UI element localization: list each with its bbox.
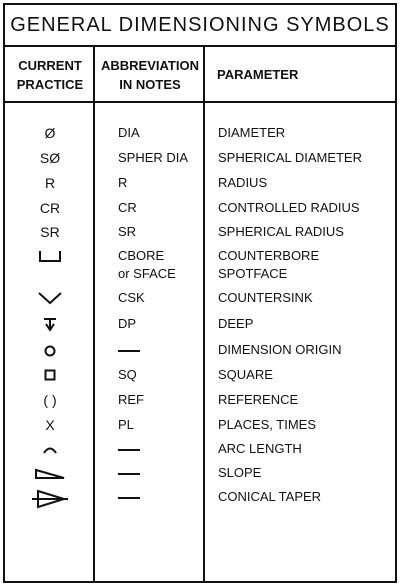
symbols-table bbox=[3, 3, 397, 583]
header-abbreviation bbox=[95, 47, 205, 103]
abbreviation-text: R bbox=[118, 175, 128, 190]
abbreviation-text: REF bbox=[118, 392, 144, 407]
parameter-text: REFERENCE bbox=[218, 392, 299, 407]
parameter-text: CONICAL TAPER bbox=[218, 489, 322, 504]
header-abbreviation-line: IN NOTES bbox=[119, 77, 181, 92]
parameter-text: SPHERICAL RADIUS bbox=[218, 224, 344, 239]
dash-mark bbox=[118, 449, 140, 451]
places-symbol: X bbox=[45, 417, 55, 433]
slope-icon bbox=[32, 464, 68, 482]
dash-mark bbox=[118, 350, 140, 352]
dash-mark bbox=[118, 497, 140, 499]
spherical-diameter-symbol: SØ bbox=[39, 150, 61, 166]
reference-symbol: ( ) bbox=[43, 392, 57, 408]
abbreviation-text: PL bbox=[118, 417, 134, 432]
abbreviation-text: SQ bbox=[118, 367, 137, 382]
header-current-practice bbox=[5, 47, 95, 103]
depth-icon bbox=[42, 315, 58, 333]
parameter-text: ARC LENGTH bbox=[218, 441, 302, 456]
conical-taper-icon bbox=[30, 488, 70, 510]
parameter-text: COUNTERBORE bbox=[218, 248, 320, 263]
abbreviation-text: DP bbox=[118, 316, 137, 331]
dimension-origin-icon bbox=[42, 341, 58, 359]
abbreviation-text: CR bbox=[118, 200, 137, 215]
parameter-text: SPHERICAL DIAMETER bbox=[218, 150, 362, 165]
abbreviation-text: SR bbox=[118, 224, 137, 239]
diameter-symbol: Ø bbox=[44, 125, 56, 141]
parameter-text: CONTROLLED RADIUS bbox=[218, 200, 360, 215]
parameter-text: PLACES, TIMES bbox=[218, 417, 317, 432]
dash-mark bbox=[118, 473, 140, 475]
abbreviation-text: CSK bbox=[118, 290, 145, 305]
square-icon bbox=[42, 366, 58, 384]
table-title: GENERAL DIMENSIONING SYMBOLS bbox=[5, 5, 395, 47]
counterbore-icon bbox=[37, 247, 63, 265]
abbreviation-text: DIA bbox=[118, 125, 140, 140]
parameter-text: SPOTFACE bbox=[218, 266, 288, 281]
parameter-text: COUNTERSINK bbox=[218, 290, 313, 305]
abbreviation-text: CBORE bbox=[118, 248, 165, 263]
abbreviation-text: SPHER DIA bbox=[118, 150, 189, 165]
column-divider bbox=[203, 47, 205, 581]
radius-symbol: R bbox=[44, 175, 56, 191]
header-current-practice-line: CURRENT bbox=[18, 58, 82, 73]
spherical-radius-symbol: SR bbox=[40, 224, 60, 240]
parameter-text: DIMENSION ORIGIN bbox=[218, 342, 342, 357]
parameter-text: DIAMETER bbox=[218, 125, 286, 140]
header-current-practice-line: PRACTICE bbox=[16, 77, 84, 92]
parameter-text: RADIUS bbox=[218, 175, 268, 190]
arc-length-icon bbox=[40, 440, 60, 458]
abbreviation-text: or SFACE bbox=[118, 266, 176, 281]
parameter-text: SLOPE bbox=[218, 465, 262, 480]
controlled-radius-symbol: CR bbox=[39, 200, 61, 216]
parameter-text: SQUARE bbox=[218, 367, 273, 382]
header-abbreviation-line: ABBREVIATION bbox=[101, 58, 199, 73]
parameter-text: DEEP bbox=[218, 316, 254, 331]
countersink-icon bbox=[35, 289, 65, 307]
header-parameter: PARAMETER bbox=[205, 47, 395, 103]
